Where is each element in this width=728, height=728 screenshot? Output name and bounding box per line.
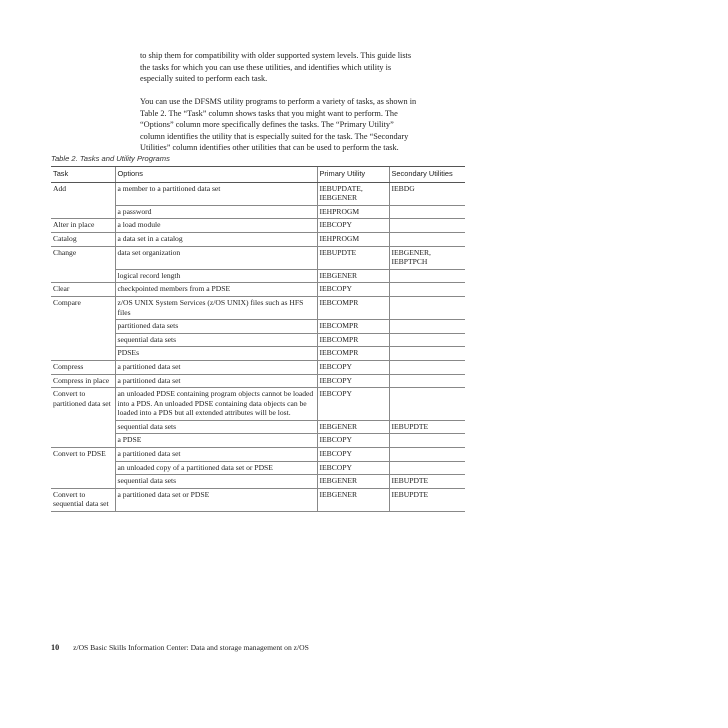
task-cell <box>51 420 115 434</box>
option-cell: a partitioned data set <box>115 360 317 374</box>
option-cell: a member to a partitioned data set <box>115 182 317 205</box>
primary-utility-cell: IEHPROGM <box>317 232 389 246</box>
secondary-utilities-cell <box>389 461 465 475</box>
secondary-utilities-cell <box>389 320 465 334</box>
primary-utility-cell: IEBCOMPR <box>317 296 389 319</box>
text-line: Utilities” column identifies other utilities that can be used to perform the task. <box>140 143 399 152</box>
table-row <box>51 246 465 269</box>
intro-paragraph-2 <box>140 96 466 154</box>
table-body <box>51 182 465 511</box>
option-cell: a partitioned data set <box>115 374 317 388</box>
task-cell: Convert to partitioned data set <box>53 389 111 408</box>
page-footer <box>51 643 309 652</box>
primary-utility-cell: IEBCOPY <box>317 283 389 297</box>
table-row <box>51 388 465 421</box>
secondary-utilities-cell: IEBGENER, IEBPTPCH <box>389 246 465 269</box>
primary-utility-cell: IEBUPDTE <box>317 246 389 269</box>
task-cell <box>51 475 115 489</box>
option-cell: an unloaded copy of a partitioned data set or PDSE <box>115 461 317 475</box>
secondary-utilities-cell: IEBUPDTE <box>389 420 465 434</box>
primary-utility-cell: IEBCOPY <box>317 219 389 233</box>
task-cell <box>51 205 115 219</box>
task-cell <box>51 333 115 347</box>
table-row <box>51 374 465 388</box>
table-row <box>51 360 465 374</box>
task-cell: Convert to PDSE <box>53 449 106 459</box>
text-line: Table 2. The “Task” column shows tasks that you might want to perform. The <box>140 108 398 118</box>
secondary-utilities-cell <box>389 219 465 233</box>
secondary-utilities-cell <box>389 448 465 462</box>
secondary-utilities-cell <box>389 232 465 246</box>
task-cell <box>51 320 115 334</box>
table-caption: Table 2. Tasks and Utility Programs <box>51 154 170 163</box>
task-cell: Compress in place <box>51 374 115 388</box>
task-cell: Convert to sequential data set <box>51 488 115 511</box>
option-cell: logical record length <box>115 269 317 283</box>
header-primary-utility: Primary Utility <box>317 167 389 183</box>
option-cell: checkpointed members from a PDSE <box>115 283 317 297</box>
task-cell <box>51 269 115 283</box>
option-cell: sequential data sets <box>115 333 317 347</box>
secondary-utilities-cell <box>389 434 465 448</box>
secondary-utilities-cell <box>389 388 465 421</box>
option-cell: partitioned data sets <box>115 320 317 334</box>
primary-utility-cell: IEBCOPY <box>317 434 389 448</box>
primary-utility-cell: IEBCOMPR <box>317 333 389 347</box>
secondary-utilities-cell: IEBUPDTE <box>389 475 465 489</box>
option-cell: an unloaded PDSE containing program objects cannot be loaded into a PDS. An unloaded PDSE containing data objects can be loaded into a PDS but all extended attributes will be lost. <box>115 388 317 421</box>
secondary-utilities-cell: IEBUPDTE <box>389 488 465 511</box>
table-row <box>51 488 465 511</box>
option-cell: data set organization <box>115 246 317 269</box>
task-cell: Catalog <box>51 232 115 246</box>
table-row <box>51 232 465 246</box>
table-row <box>51 205 465 219</box>
task-cell <box>51 434 115 448</box>
option-cell: a PDSE <box>115 434 317 448</box>
footer-title: z/OS Basic Skills Information Center: Data and storage management on z/OS <box>73 643 309 652</box>
task-cell: Change <box>53 247 77 257</box>
task-cell: Compare <box>53 297 81 307</box>
text-line: “Options” column more specifically defines the tasks. The “Primary Utility” <box>140 120 394 129</box>
option-cell: sequential data sets <box>115 475 317 489</box>
text-line: You can use the DFSMS utility programs to perform a variety of tasks, as shown in <box>140 97 417 106</box>
table-row <box>51 269 465 283</box>
option-cell: sequential data sets <box>115 420 317 434</box>
table-row <box>51 219 465 233</box>
secondary-utilities-cell <box>389 296 465 319</box>
table-row <box>51 333 465 347</box>
option-cell: a partitioned data set <box>115 448 317 462</box>
primary-utility-cell: IEBCOMPR <box>317 320 389 334</box>
table-row <box>51 182 465 205</box>
text-line: the tasks for which you can use these utilities, and identifies which utility is <box>140 62 392 72</box>
secondary-utilities-cell: IEBDG <box>389 182 465 205</box>
primary-utility-cell: IEBCOPY <box>317 461 389 475</box>
header-secondary-utilities: Secondary Utilities <box>389 167 465 183</box>
option-cell: PDSEs <box>115 347 317 361</box>
secondary-utilities-cell <box>389 374 465 388</box>
task-cell: Clear <box>51 283 115 297</box>
text-line: especially suited to perform each task. <box>140 74 268 83</box>
primary-utility-cell: IEBGENER <box>317 488 389 511</box>
table-row <box>51 461 465 475</box>
tasks-table <box>51 166 465 512</box>
table-row <box>51 420 465 434</box>
secondary-utilities-cell <box>389 333 465 347</box>
text-line: column identifies the utility that is especially suited for the task. The “Secondary <box>140 131 409 141</box>
secondary-utilities-cell <box>389 283 465 297</box>
header-options: Options <box>115 167 317 183</box>
table-row <box>51 296 465 319</box>
task-cell: Add <box>53 183 67 193</box>
header-task: Task <box>51 167 115 183</box>
primary-utility-cell: IEBCOPY <box>317 448 389 462</box>
task-cell <box>51 347 115 361</box>
task-cell: Alter in place <box>51 219 115 233</box>
primary-utility-cell: IEBCOPY <box>317 388 389 421</box>
primary-utility-cell: IEBUPDATE, IEBGENER <box>317 182 389 205</box>
task-cell <box>51 461 115 475</box>
secondary-utilities-cell <box>389 360 465 374</box>
primary-utility-cell: IEBCOPY <box>317 360 389 374</box>
table-header-row <box>51 167 465 183</box>
option-cell: a partitioned data set or PDSE <box>115 488 317 511</box>
table-row <box>51 283 465 297</box>
table-row <box>51 448 465 462</box>
secondary-utilities-cell <box>389 269 465 283</box>
secondary-utilities-cell <box>389 205 465 219</box>
secondary-utilities-cell <box>389 347 465 361</box>
primary-utility-cell: IEBGENER <box>317 475 389 489</box>
table-row <box>51 475 465 489</box>
primary-utility-cell: IEBCOMPR <box>317 347 389 361</box>
table-row <box>51 434 465 448</box>
option-cell: a load module <box>115 219 317 233</box>
primary-utility-cell: IEBGENER <box>317 269 389 283</box>
intro-paragraph-1 <box>140 50 466 85</box>
text-line: to ship them for compatibility with older supported system levels. This guide lists <box>140 51 412 60</box>
option-cell: a password <box>115 205 317 219</box>
option-cell: a data set in a catalog <box>115 232 317 246</box>
option-cell: z/OS UNIX System Services (z/OS UNIX) files such as HFS files <box>115 296 317 319</box>
primary-utility-cell: IEHPROGM <box>317 205 389 219</box>
table-row <box>51 320 465 334</box>
primary-utility-cell: IEBGENER <box>317 420 389 434</box>
task-cell: Compress <box>51 360 115 374</box>
page-number: 10 <box>51 643 60 652</box>
table-row <box>51 347 465 361</box>
primary-utility-cell: IEBCOPY <box>317 374 389 388</box>
